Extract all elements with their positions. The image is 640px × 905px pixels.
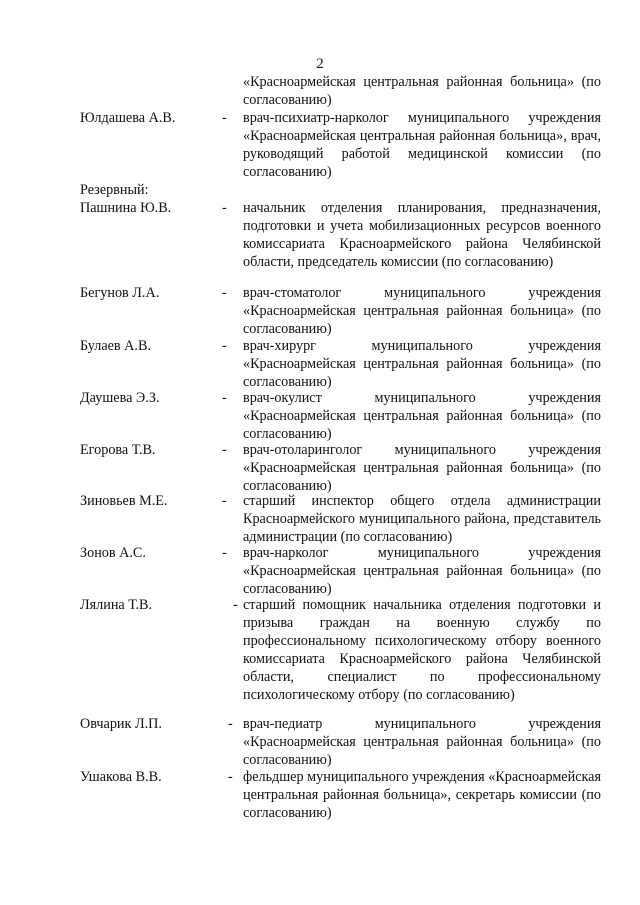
member-role: врач-окулист муниципального учреждения «Красноармейская центральная районная больница» (по согласованию) [243, 390, 601, 442]
member-role: врач-психиатр-нарколог муниципального учреждения «Красноармейская центральная районная больница», врач, руководящий работой медицинской комиссии (по согласованию) [243, 110, 601, 180]
dash-separator: - [222, 110, 227, 126]
member-name: Пашнина Ю.В. [80, 200, 172, 216]
member-name: Зиновьев М.Е. [80, 493, 168, 509]
dash-separator: - [233, 597, 238, 613]
dash-separator: - [222, 493, 227, 509]
member-name: Егорова Т.В. [80, 442, 156, 458]
page-number: 2 [316, 56, 324, 72]
dash-separator: - [222, 338, 227, 354]
member-name: Булаев А.В. [80, 338, 151, 354]
member-name: Ушакова В.В. [80, 769, 162, 785]
dash-separator: - [222, 285, 227, 301]
dash-separator: - [222, 442, 227, 458]
member-role: врач-педиатр муниципального учреждения «Красноармейская центральная районная больница» (по согласованию) [243, 716, 601, 768]
continuation-text: «Красноармейская центральная районная больница» (по согласованию) [243, 74, 601, 108]
dash-separator: - [228, 769, 233, 785]
dash-separator: - [222, 200, 227, 216]
section-label: Резервный: [80, 182, 149, 198]
member-role: старший инспектор общего отдела администрации Красноармейского муниципального района, представитель администрации (по согласованию) [243, 493, 601, 545]
member-name: Лялина Т.В. [80, 597, 153, 613]
member-role: врач-отоларинголог муниципального учреждения «Красноармейская центральная районная больница» (по согласованию) [243, 442, 601, 494]
dash-separator: - [222, 545, 227, 561]
member-role: старший помощник начальника отделения подготовки и призыва граждан на военную службу по профессиональному психологическому отбору военного комиссариата Красноармейского района Челябинской области, специалист по профессиональному психологическому отбору (по согласованию) [243, 597, 601, 703]
member-name: Юлдашева А.В. [80, 110, 176, 126]
member-role: врач-хирург муниципального учреждения «Красноармейская центральная районная больница» (по согласованию) [243, 338, 601, 390]
member-role: врач-нарколог муниципального учреждения «Красноармейская центральная районная больница» (по согласованию) [243, 545, 601, 597]
member-name: Овчарик Л.П. [80, 716, 162, 732]
dash-separator: - [228, 716, 233, 732]
member-role: фельдшер муниципального учреждения «Красноармейская центральная районная больница», секретарь комиссии (по согласованию) [243, 769, 601, 821]
member-name: Зонов А.С. [80, 545, 146, 561]
member-role: врач-стоматолог муниципального учреждения «Красноармейская центральная районная больница» (по согласованию) [243, 285, 601, 337]
member-role: начальник отделения планирования, предназначения, подготовки и учета мобилизационных ресурсов военного комиссариата Красноармейского района Челябинской области, председатель комиссии (по согласованию) [243, 200, 601, 270]
member-name: Бегунов Л.А. [80, 285, 160, 301]
dash-separator: - [222, 390, 227, 406]
member-name: Даушева Э.З. [80, 390, 160, 406]
